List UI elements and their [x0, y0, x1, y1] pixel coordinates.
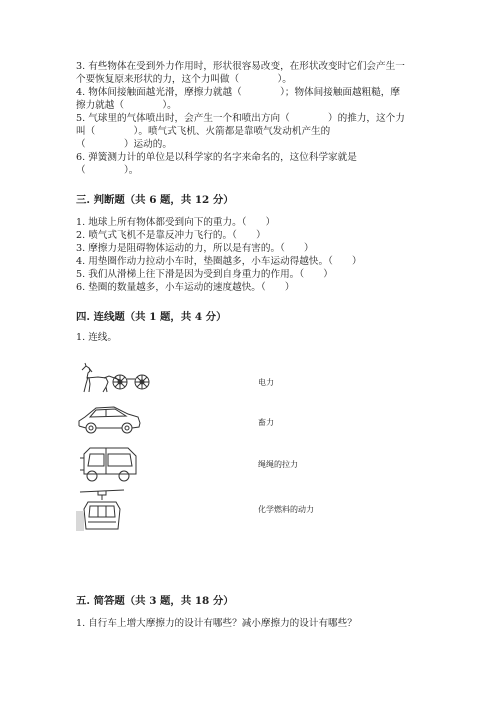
judge-item-6: 6. 垫圈的数量越多，小车运动的速度越快。（ ） — [76, 282, 295, 293]
electric-tricycle-icon — [76, 444, 142, 484]
cable-car-icon — [76, 489, 128, 533]
fill-line-7: （ ）运动的。 — [76, 139, 172, 150]
car-icon — [76, 402, 142, 436]
fill-line-3: 4. 物体间接触面越光滑，摩擦力就越（ ）；物体间接触面越粗糙，摩 — [76, 87, 400, 98]
section-judge-title: 三. 判断题（共 6 题，共 12 分） — [76, 194, 234, 206]
fill-line-9: （ ）。 — [76, 165, 139, 176]
match-prompt: 1. 连线。 — [76, 332, 117, 343]
match-label-3: 绳绳的拉力 — [258, 460, 298, 469]
judge-item-4: 4. 用垫圈作动力拉动小车时，垫圈越多，小车运动得越快。（ ） — [76, 256, 362, 267]
fill-line-1: 3. 有些物体在受到外力作用时，形状很容易改变，在形状改变时它们会产生一 — [76, 61, 405, 72]
match-label-4: 化学燃料的动力 — [258, 505, 314, 514]
match-label-1: 电力 — [258, 378, 274, 387]
judge-item-2: 2. 喷气式飞机不是靠反冲力飞行的。（ ） — [76, 230, 266, 241]
fill-line-2: 个要恢复原来形状的力，这个力叫做（ ）。 — [76, 74, 292, 85]
fill-line-8: 6. 弹簧测力计的单位是以科学家的名字来命名的，这位科学家就是 — [76, 152, 357, 163]
fill-line-4: 擦力就越（ ）。 — [76, 100, 177, 111]
horse-cart-icon — [76, 362, 156, 394]
judge-item-5: 5. 我们从滑梯上往下滑是因为受到自身重力的作用。（ ） — [76, 269, 333, 280]
short-question-1: 1. 自行车上增大摩擦力的设计有哪些？减小摩擦力的设计有哪些？ — [76, 618, 357, 629]
judge-item-1: 1. 地球上所有物体都受到向下的重力。（ ） — [76, 217, 276, 228]
fill-line-6: 叫（ ）。喷气式飞机、火箭都是靠喷气发动机产生的 — [76, 126, 331, 137]
fill-line-5: 5. 气球里的气体喷出时，会产生一个和喷出方向（ ）的推力，这个力 — [76, 113, 405, 124]
match-label-2: 畜力 — [258, 418, 274, 427]
judge-item-3: 3. 摩擦力是阻碍物体运动的力，所以是有害的。（ ） — [76, 243, 314, 254]
section-short-title: 五. 简答题（共 3 题，共 18 分） — [76, 595, 234, 607]
section-match-title: 四. 连线题（共 1 题，共 4 分） — [76, 311, 227, 323]
